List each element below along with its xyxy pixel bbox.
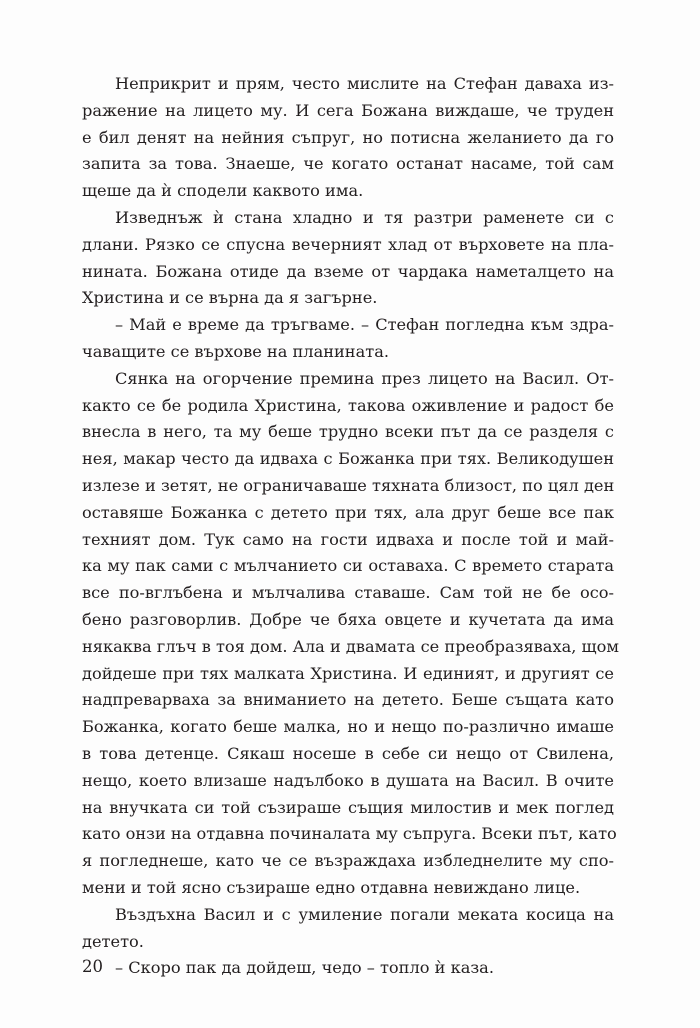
text-line: нещо, което влизаше надълбоко в душата на Васил. В очите (82, 770, 614, 790)
text-line: като онзи на отдавна починалата му съпруга. Всеки път, като (82, 824, 617, 844)
text-line: в това детенце. Сякаш носеше в себе си нещо от Свилена, (82, 743, 614, 763)
text-line: Изведнъж ѝ стана хладно и тя разтри раменете си с (115, 207, 614, 227)
text-line: все по-вглъбена и мълчалива ставаше. Сам той не бе осо- (82, 583, 614, 603)
page-number: 20 (82, 957, 103, 976)
text-line: както се бе родила Христина, такова оживление и радост бе (82, 395, 614, 415)
text-line: оставяше Божанка с детето при тях, ала друг беше все пак (82, 502, 614, 522)
paragraph (82, 902, 614, 956)
paragraph (82, 71, 614, 205)
text-line: нината. Божана отиде да вземе от чардака наметалцето на (82, 261, 614, 281)
paragraph (82, 366, 619, 902)
text-line: Сянка на огорчение премина през лицето на Васил. От- (115, 368, 614, 388)
text-line: – Скоро пак да дойдеш, чедо – топло ѝ каза. (115, 958, 494, 978)
text-line: ка му пак сами с мълчанието си оставаха. С времето старата (82, 556, 614, 576)
paragraph (82, 312, 614, 366)
text-line: Божанка, когато беше малка, но и нещо по-различно имаше (82, 717, 614, 737)
text-line: Неприкрит и прям, често мислите на Стефан даваха из- (115, 74, 614, 93)
text-line: щеше да ѝ сподели каквото има. (82, 181, 364, 201)
text-line: длани. Рязко се спусна вечерният хлад от върховете на пла- (82, 234, 614, 254)
text-line: техният дом. Тук само на гости идваха и после той и май- (82, 529, 614, 549)
text-line: нея, макар често да идваха с Божанка при тях. Великодушен (82, 449, 614, 469)
text-line: ражение на лицето му. И сега Божана виждаше, че труден (82, 100, 614, 120)
text-line: Въздъхна Васил и с умиление погали меката косица на (115, 904, 614, 924)
text-line: бено разговорлив. Добре че бяха овцете и кучетата да има (82, 609, 614, 629)
text-line: – Май е време да тръгваме. – Стефан погледна към здра- (115, 315, 614, 335)
paragraph (82, 205, 614, 312)
text-line: я погледнеше, като че се възраждаха избледнелите му спо- (82, 851, 614, 871)
text-line: внесла в него, та му беше трудно всеки път да се разделя с (82, 422, 614, 442)
body-text (82, 71, 619, 982)
text-line: Христина и се върна да я загърне. (82, 288, 378, 308)
text-line: на внучката си той съзираше същия милостив и мек поглед (82, 797, 614, 817)
text-line: е бил денят на нейния съпруг, но потисна желанието да го (82, 127, 614, 147)
text-line: излезе и зетят, не ограничаваше тяхната близост, по цял ден (82, 475, 615, 495)
text-line: някаква глъч в тоя дом. Ала и двамата се преобразяваха, щом (82, 636, 619, 656)
text-line: мени и той ясно съзираше едно отдавна невиждано лице. (82, 877, 581, 897)
text-line: чаващите се върхове на планината. (82, 341, 389, 361)
text-line: запита за това. Знаеше, че когато останат насаме, той сам (82, 154, 614, 174)
text-line: дойдеше при тях малката Христина. И единият, и другият се (82, 663, 614, 683)
text-line: детето. (82, 931, 144, 951)
paragraph (82, 955, 614, 982)
text-line: надпреварваха за вниманието на детето. Беше същата като (82, 690, 614, 710)
